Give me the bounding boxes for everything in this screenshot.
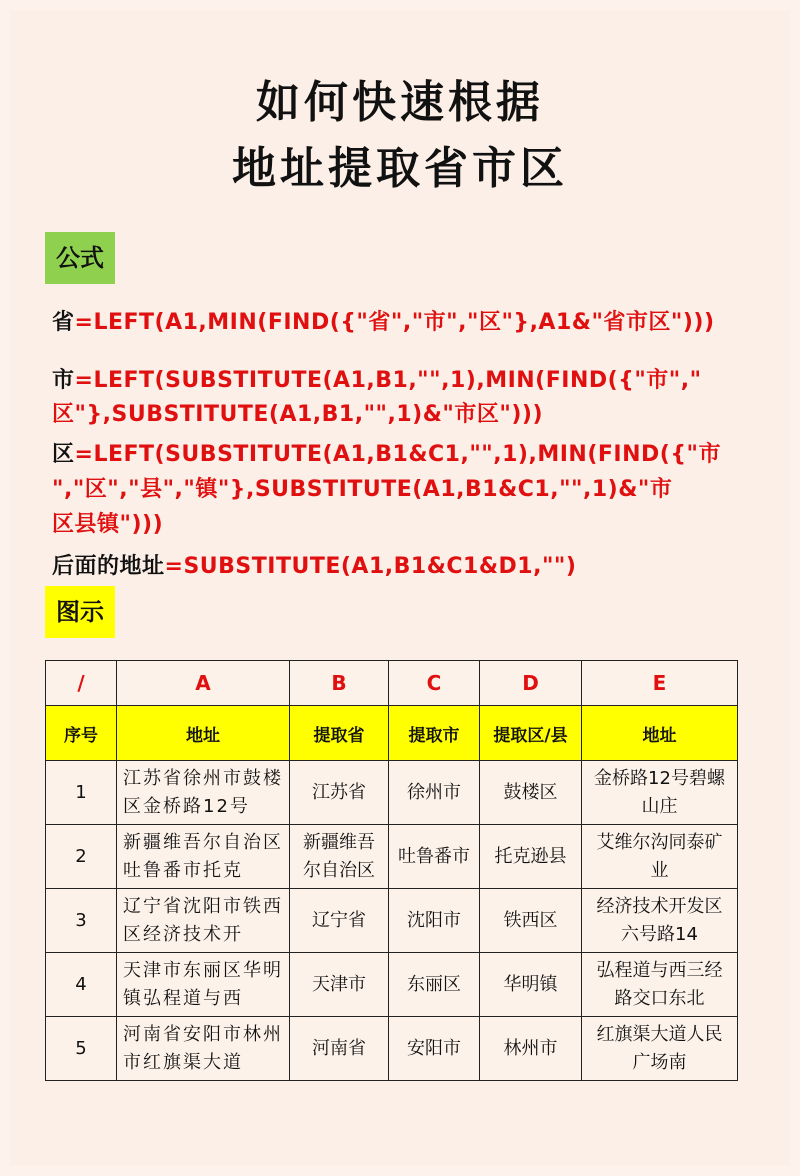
formula-text: =SUBSTITUTE(A1,B1&C1&D1,"") [164, 554, 577, 579]
formula-tag: 公式 [45, 232, 115, 284]
formula-label: 后面的地址 [52, 554, 165, 579]
address-text: 天津市东丽区华明镇弘程道与西 [123, 959, 283, 1009]
formula-text: =LEFT(SUBSTITUTE(A1,B1,"",1),MIN(FIND({"市"," [74, 368, 702, 393]
table-cell: 鼓楼区 [480, 761, 582, 825]
table-cell: 新疆维吾尔自治区 [290, 825, 389, 889]
table-cell: 沈阳市 [389, 889, 480, 953]
header-cell: 序号 [46, 706, 117, 761]
table-cell: 1 [46, 761, 117, 825]
address-text: 辽宁省沈阳市铁西区经济技术开 [123, 895, 283, 945]
table-cell: 辽宁省 [290, 889, 389, 953]
formula-district-line-1 [52, 437, 721, 468]
table-row [46, 761, 738, 825]
table-cell: 吐鲁番市 [389, 825, 480, 889]
formula-label: 区 [52, 442, 75, 467]
table-cell [117, 953, 290, 1017]
column-letter: / [46, 661, 117, 706]
formula-city-line-2: 区"},SUBSTITUTE(A1,B1,"",1)&"市区"))) [52, 402, 543, 427]
table-cell: 3 [46, 889, 117, 953]
table-cell: 经济技术开发区六号路14 [582, 889, 738, 953]
table-cell: 江苏省 [290, 761, 389, 825]
table-cell: 天津市 [290, 953, 389, 1017]
table-cell: 托克逊县 [480, 825, 582, 889]
header-row [46, 706, 738, 761]
header-cell: 提取区/县 [480, 706, 582, 761]
table-cell: 华明镇 [480, 953, 582, 1017]
table-cell: 红旗渠大道人民广场南 [582, 1017, 738, 1081]
address-text: 新疆维吾尔自治区吐鲁番市托克 [123, 831, 283, 881]
header-cell: 提取省 [290, 706, 389, 761]
column-letter: A [117, 661, 290, 706]
table-cell: 5 [46, 1017, 117, 1081]
column-letter: B [290, 661, 389, 706]
table-cell: 4 [46, 953, 117, 1017]
header-cell: 地址 [582, 706, 738, 761]
figure-tag: 图示 [45, 586, 115, 638]
table-cell: 铁西区 [480, 889, 582, 953]
column-letter-row [46, 661, 738, 706]
formula-rest [52, 549, 576, 580]
column-letter: C [389, 661, 480, 706]
table-cell: 金桥路12号碧螺山庄 [582, 761, 738, 825]
header-cell: 地址 [117, 706, 290, 761]
table-cell: 安阳市 [389, 1017, 480, 1081]
table-row [46, 889, 738, 953]
table-cell [117, 825, 290, 889]
table-cell [117, 1017, 290, 1081]
table-row [46, 953, 738, 1017]
title-line-1: 如何快速根据 [256, 77, 544, 128]
table-cell: 2 [46, 825, 117, 889]
formula-label: 市 [52, 368, 75, 393]
formula-district-line-3: 区县镇"))) [52, 512, 164, 537]
table-row [46, 825, 738, 889]
table-row [46, 1017, 738, 1081]
title-line-2: 地址提取省市区 [232, 143, 568, 194]
address-text: 河南省安阳市林州市红旗渠大道 [123, 1023, 283, 1073]
column-letter: E [582, 661, 738, 706]
table-cell: 艾维尔沟同泰矿业 [582, 825, 738, 889]
column-letter: D [480, 661, 582, 706]
formula-text: =LEFT(SUBSTITUTE(A1,B1&C1,"",1),MIN(FIND({"市 [74, 442, 721, 467]
table-cell: 徐州市 [389, 761, 480, 825]
table-cell: 林州市 [480, 1017, 582, 1081]
formula-city-line-1 [52, 363, 702, 394]
formula-province [52, 305, 715, 336]
table-cell: 河南省 [290, 1017, 389, 1081]
formula-label: 省 [52, 310, 75, 335]
address-text: 江苏省徐州市鼓楼区金桥路12号 [123, 767, 283, 817]
example-table [45, 660, 738, 1081]
table-cell [117, 761, 290, 825]
table-cell [117, 889, 290, 953]
table-cell: 东丽区 [389, 953, 480, 1017]
table-cell: 弘程道与西三经路交口东北 [582, 953, 738, 1017]
formula-text: =LEFT(A1,MIN(FIND({"省","市","区"},A1&"省市区"))) [74, 310, 715, 335]
header-cell: 提取市 [389, 706, 480, 761]
formula-district-line-2: ","区","县","镇"},SUBSTITUTE(A1,B1&C1,"",1)&"市 [52, 477, 673, 502]
